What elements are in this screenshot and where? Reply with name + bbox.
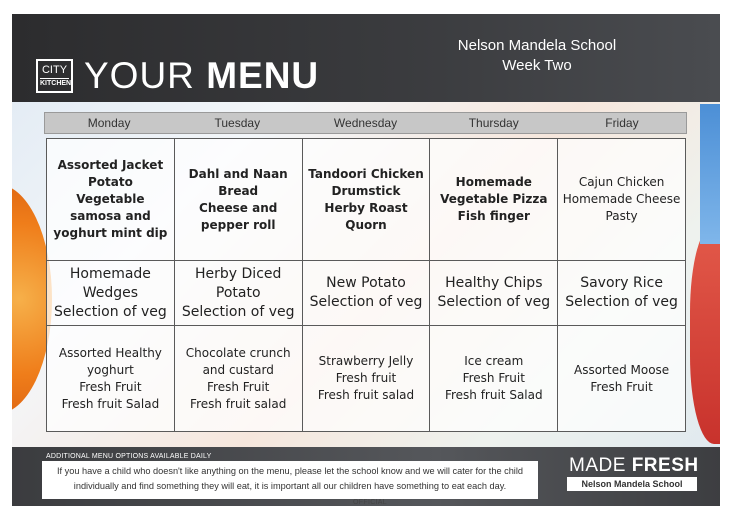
day-tuesday: Tuesday — [214, 116, 261, 130]
city-kitchen-logo — [36, 59, 73, 93]
menu-item: Selection of veg — [565, 294, 678, 310]
footer-school-label: Nelson Mandela School — [567, 477, 697, 491]
menu-item: Herby Roast Quorn — [324, 200, 408, 232]
school-heading — [402, 36, 672, 76]
menu-cell-friday-side — [558, 261, 686, 326]
menu-cell-wednesday-main — [302, 139, 430, 261]
menu-item: Fresh Fruit — [590, 379, 653, 394]
mains-row — [47, 139, 686, 261]
menu-cell-wednesday-dessert — [302, 326, 430, 432]
menu-item: Savory Rice — [580, 275, 663, 291]
menu-cell-monday-dessert — [47, 326, 175, 432]
menu-item: Fresh Fruit — [207, 379, 270, 394]
day-wednesday: Wednesday — [333, 116, 398, 130]
menu-cell-thursday-dessert — [430, 326, 558, 432]
menu-cell-friday-main — [558, 139, 686, 261]
sides-row — [47, 261, 686, 326]
menu-item: Selection of veg — [54, 303, 167, 320]
menu-item: Assorted Jacket Potato — [57, 158, 164, 189]
header-banner — [12, 14, 720, 102]
brand-made: MADE — [569, 455, 626, 476]
menu-item: Selection of veg — [309, 294, 423, 310]
menu-cell-monday-main — [47, 139, 175, 261]
menu-item: Assorted Moose — [574, 362, 670, 377]
footer-banner — [12, 447, 720, 506]
blue-decoration — [700, 104, 720, 244]
week-label: Week Two — [502, 57, 572, 74]
desserts-row — [47, 326, 686, 432]
menu-item: Homemade Cheese Pasty — [562, 192, 681, 223]
menu-item: Cajun Chicken — [578, 175, 665, 189]
menu-item: Tandoori Chicken Drumstick — [308, 166, 424, 198]
made-fresh-logo — [569, 455, 699, 477]
menu-item: Cheese and pepper roll — [199, 200, 278, 232]
logo-line-kitchen: KITCHEN — [40, 80, 72, 87]
school-name: Nelson Mandela School — [457, 37, 617, 54]
menu-cell-monday-side — [47, 261, 175, 326]
menu-item: Homemade Vegetable Pizza — [440, 175, 548, 206]
menu-item: Ice cream — [464, 354, 524, 368]
official-marking: OFFICIAL — [353, 499, 387, 506]
menu-item: Fresh fruit — [335, 371, 397, 385]
page-title — [84, 56, 319, 96]
watermelon-decoration — [690, 224, 720, 444]
menu-item: Selection of veg — [437, 294, 551, 310]
menu-item: Herby Diced Potato — [195, 265, 282, 301]
menu-item: Dahl and Naan Bread — [188, 166, 288, 198]
menu-item: Fresh fruit Salad — [444, 388, 543, 402]
menu-sheet — [12, 14, 720, 506]
day-monday: Monday — [87, 116, 131, 130]
menu-cell-tuesday-side — [174, 261, 302, 326]
brand-fresh: FRESH — [631, 455, 699, 476]
day-friday: Friday — [605, 116, 639, 130]
additional-options-heading: ADDITIONAL MENU OPTIONS AVAILABLE DAILY — [46, 453, 212, 460]
menu-cell-wednesday-side — [302, 261, 430, 326]
menu-item: Fresh fruit salad — [317, 388, 415, 402]
menu-cell-tuesday-dessert — [174, 326, 302, 432]
menu-cell-thursday-side — [430, 261, 558, 326]
menu-item: Fresh fruit salad — [190, 396, 287, 411]
day-header-row — [44, 112, 687, 134]
menu-item: Fresh fruit Salad — [61, 396, 160, 411]
title-menu: MENU — [206, 55, 320, 96]
menu-item: Selection of veg — [181, 303, 295, 320]
menu-item: Vegetable samosa and yoghurt mint dip — [53, 192, 168, 240]
menu-item: Healthy Chips — [445, 275, 543, 291]
menu-item: Fresh Fruit — [79, 379, 142, 394]
menu-item: Assorted Healthy yoghurt — [58, 345, 162, 377]
menu-cell-friday-dessert — [558, 326, 686, 432]
dietary-notice: If you have a child who doesn't like anything on the menu, please let the school know and we will cater for the child individually and find something they will eat, it is important all our children have something to eat each day. — [42, 461, 538, 499]
menu-item: Homemade Wedges — [69, 265, 151, 301]
menu-item: Fish finger — [457, 209, 530, 223]
menu-item: Strawberry Jelly — [318, 354, 414, 368]
title-your: YOUR — [84, 55, 195, 96]
menu-cell-thursday-main — [430, 139, 558, 261]
menu-table — [46, 138, 686, 432]
logo-line-city: CITY — [41, 64, 68, 76]
menu-item: Fresh Fruit — [462, 371, 525, 385]
day-thursday: Thursday — [468, 116, 519, 130]
menu-cell-tuesday-main — [174, 139, 302, 261]
menu-item: New Potato — [326, 275, 406, 291]
menu-item: Chocolate crunch and custard — [185, 345, 291, 377]
